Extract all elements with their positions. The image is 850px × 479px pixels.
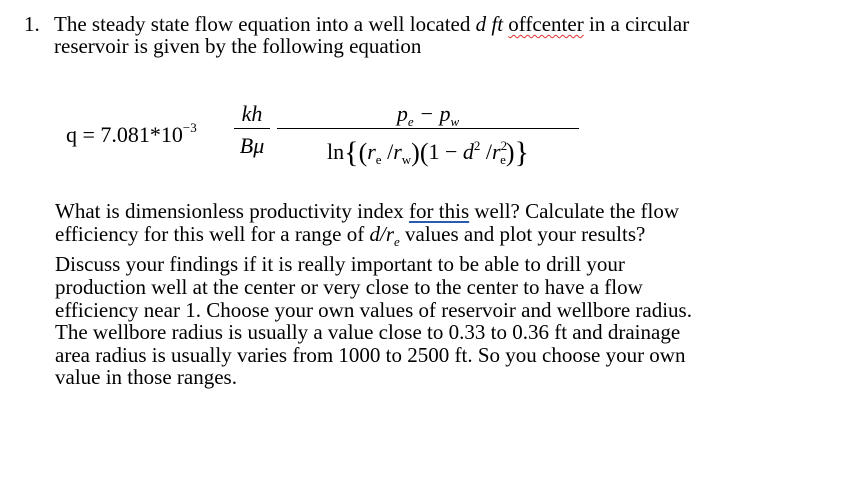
intro-text: The steady state flow equation into a well located: [54, 12, 476, 36]
den-r1: r: [367, 139, 376, 164]
right-paren-2: ): [505, 138, 515, 167]
body-line-1: [55, 200, 815, 223]
fraction-pressure-over-log: [277, 100, 579, 169]
body-line-2: [55, 223, 815, 254]
intro-variable-d: d ft: [475, 12, 504, 36]
right-brace: }: [514, 136, 529, 169]
den-one-minus: 1 −: [428, 139, 463, 164]
body-line-4: production well at the center or very close to the center to have a flow: [55, 274, 643, 299]
den-r2: r: [393, 139, 402, 164]
equation-lhs-text: q = 7.081*10: [66, 122, 183, 147]
body-line-6: The wellbore radius is usually a value close to 0.33 to 0.36 ft and drainage: [55, 320, 681, 345]
fraction-kh-over-bmu: [234, 100, 270, 163]
ratio-sub-e: e: [394, 233, 400, 249]
body-line-1-end: well? Calculate the flow: [469, 199, 680, 223]
numerator-sub-e: e: [407, 114, 414, 129]
den-sub-w: w: [401, 152, 412, 167]
spellcheck-flagged-word[interactable]: offcenter: [508, 12, 584, 36]
fraction-1-numerator: kh: [241, 101, 263, 126]
question-body: [55, 200, 815, 389]
den-slash1: /: [381, 139, 394, 164]
fraction-2-denominator: [277, 129, 579, 169]
fraction-1-denominator-text: Bμ: [239, 133, 265, 158]
den-r3: r: [492, 139, 501, 164]
den-d: d: [462, 139, 474, 164]
body-line-2-start: efficiency for this well for a range of: [55, 221, 370, 246]
left-brace: {: [344, 136, 359, 169]
flow-equation: [66, 100, 529, 180]
numerator-p: p: [396, 101, 408, 126]
question-intro: [54, 13, 814, 57]
body-line-2-end: values and plot your results?: [399, 221, 646, 246]
numerator-minus-p: − p: [413, 101, 451, 126]
question-number: 1.: [24, 12, 40, 36]
equation-exponent: −3: [182, 120, 197, 135]
intro-text-end: in a circular: [583, 12, 690, 36]
den-sub-e1: e: [375, 152, 382, 167]
left-paren-1: (: [358, 138, 368, 167]
fraction-2-numerator: [277, 100, 579, 128]
den-sup-d: 2: [473, 138, 481, 153]
den-sub-e2: e: [500, 152, 506, 167]
equation-lhs: [66, 120, 197, 148]
fraction-1-denominator: [234, 129, 270, 163]
body-line-1-start: What is dimensionless productivity index: [55, 199, 410, 223]
ln-label: ln: [327, 139, 345, 164]
body-line-7: area radius is usually varies from 1000 to 2500 ft. So you choose your own: [55, 342, 686, 367]
left-paren-2: (: [419, 138, 429, 167]
intro-line-2: reservoir is given by the following equation: [54, 34, 422, 58]
ratio-d-re: d/r: [369, 221, 394, 246]
right-paren-1: ): [411, 138, 420, 167]
body-line-5: efficiency near 1. Choose your own values of reservoir and wellbore radius.: [55, 297, 692, 322]
body-line-8: value in those ranges.: [55, 365, 237, 390]
body-line-3: Discuss your findings if it is really important to be able to drill your: [55, 252, 625, 277]
den-sup-r: 2: [500, 138, 508, 153]
intro-line-1: [54, 13, 814, 35]
numerator-sub-w: w: [450, 114, 460, 129]
underlined-phrase[interactable]: for this: [409, 199, 470, 223]
den-slash2: /: [480, 139, 493, 164]
